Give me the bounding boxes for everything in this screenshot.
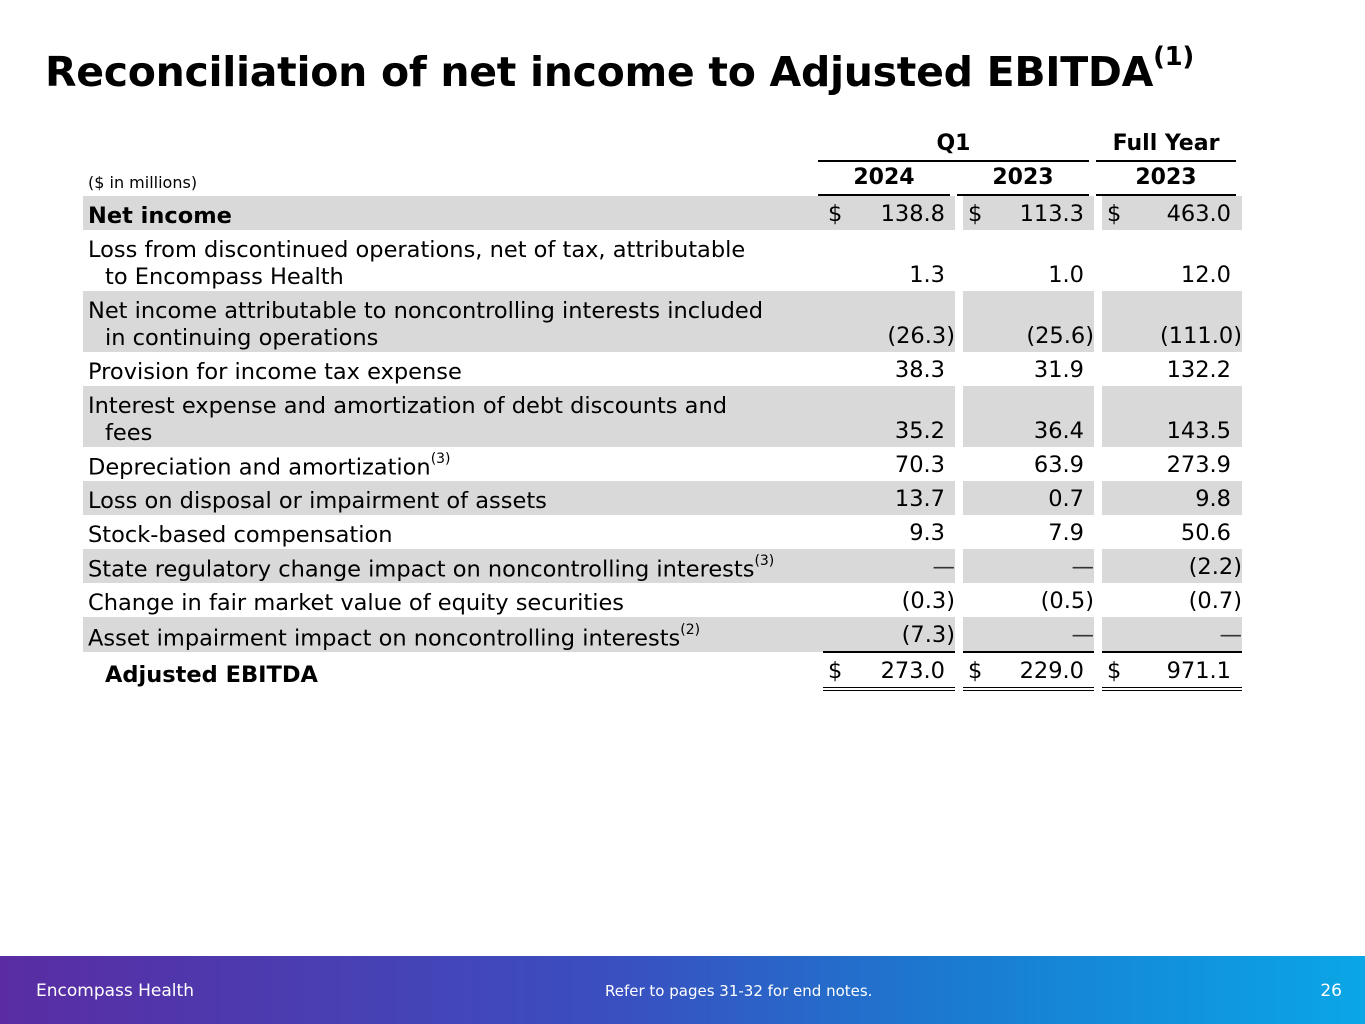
cell-2024 [823,549,955,583]
title-text: Reconciliation of net income to Adjusted EBITDA [45,48,1154,96]
row-label [83,230,823,291]
cell-2024 [823,481,955,515]
row-label [83,386,823,447]
cell-2023-q1 [963,481,1094,515]
cell-2023-q1 [963,447,1094,481]
row-label-line1: Interest expense and amortization of debt discounts and [88,393,728,419]
row-label [83,291,823,352]
table-row [83,291,1242,352]
row-label: Stock-based compensation [88,522,393,548]
table-row-total [83,652,1242,689]
row-label-text: Adjusted EBITDA [105,662,318,688]
units-label: ($ in millions) [88,173,198,192]
page-title [45,42,1195,96]
cell-value: 63.9 [1033,452,1084,478]
header-full-year-underline [1096,160,1236,162]
dollar-sign: $ [828,658,843,684]
table-row [83,386,1242,447]
cell-value: 971.1 [1166,658,1231,684]
cell-2023-fy [1102,583,1242,617]
cell-value: 138.8 [880,201,945,227]
cell-2023-fy [1102,291,1242,352]
cell-2023-fy [1102,652,1242,689]
cell-value: (0.7) [1188,588,1242,614]
cell-value: (2.2) [1188,554,1242,580]
cell-2023-fy [1102,196,1242,230]
cell-value: (111.0) [1160,323,1242,349]
cell-value: 1.3 [909,262,945,288]
cell-value: (26.3) [887,323,955,349]
cell-2023-q1 [963,617,1094,652]
page-number: 26 [1320,981,1342,1001]
title-footnote: (1) [1153,42,1195,73]
row-label-line1: Net income attributable to noncontrolling interests included [88,298,764,324]
cell-value: 35.2 [894,418,945,444]
cell-value: (0.3) [901,588,955,614]
table-row [83,447,1242,481]
cell-value: (7.3) [901,622,955,648]
header-q1-underline [818,160,1089,162]
row-label-text: Asset impairment impact on noncontrolling interests [88,625,681,651]
cell-2023-fy [1102,515,1242,549]
cell-value: — [1071,622,1094,648]
cell-value: 132.2 [1166,357,1231,383]
cell-value: 36.4 [1033,418,1084,444]
cell-2023-fy [1102,481,1242,515]
cell-value: (25.6) [1026,323,1094,349]
row-footnote: (3) [430,450,451,467]
row-label-line2: to Encompass Health [105,264,344,290]
dollar-sign: $ [828,201,843,227]
cell-value: 12.0 [1180,262,1231,288]
header-full-year: Full Year [1112,131,1220,156]
row-footnote: (3) [754,552,775,569]
cell-value: 9.3 [909,520,945,546]
table-row [83,549,1242,583]
row-footnote: (2) [680,621,701,638]
footer-brand: Encompass Health [36,981,194,1001]
cell-value: 7.9 [1048,520,1084,546]
cell-2024 [823,291,955,352]
row-label [83,549,823,583]
dollar-sign: $ [1107,658,1122,684]
row-label: Provision for income tax expense [88,359,462,385]
row-label [83,617,823,652]
table-row [83,617,1242,652]
cell-2024 [823,617,955,652]
cell-value: 70.3 [894,452,945,478]
cell-2024 [823,447,955,481]
row-label [83,447,823,481]
cell-2023-fy [1102,386,1242,447]
cell-2024 [823,352,955,386]
cell-value: 9.8 [1195,486,1231,512]
reconciliation-table [83,196,1242,691]
cell-value: 113.3 [1019,201,1084,227]
dollar-sign: $ [968,658,983,684]
cell-2023-q1 [963,515,1094,549]
row-label-line2: in continuing operations [105,325,379,351]
cell-value: 1.0 [1048,262,1084,288]
cell-2023-fy [1102,549,1242,583]
table-row [83,196,1242,230]
footer-note: Refer to pages 31-32 for end notes. [605,982,873,1000]
cell-value: 273.0 [880,658,945,684]
cell-2024 [823,515,955,549]
cell-value: 38.3 [894,357,945,383]
row-label-text: State regulatory change impact on noncontrolling interests [88,556,755,582]
row-label: Change in fair market value of equity securities [88,590,625,616]
table-row [83,583,1242,617]
cell-value: 273.9 [1166,452,1231,478]
row-label: Net income [83,196,823,230]
table-row [83,515,1242,549]
cell-2023-q1 [963,549,1094,583]
header-col-2023-fy: 2023 [1135,165,1197,190]
footer-bar [0,956,1365,1024]
dollar-sign: $ [1107,201,1122,227]
cell-value: 229.0 [1019,658,1084,684]
row-label-line2: fees [105,420,153,446]
cell-value: — [1071,554,1094,580]
cell-2023-fy [1102,230,1242,291]
cell-value: — [1219,622,1242,648]
dollar-sign: $ [968,201,983,227]
cell-value: 31.9 [1033,357,1084,383]
table-row [83,352,1242,386]
row-label [83,652,823,689]
cell-value: 143.5 [1166,418,1231,444]
row-label-text: Depreciation and amortization [88,454,431,480]
header-col-2024: 2024 [853,165,915,190]
cell-2023-q1 [963,196,1094,230]
cell-2023-q1 [963,230,1094,291]
cell-2023-fy [1102,617,1242,652]
cell-value: 463.0 [1166,201,1231,227]
cell-2024 [823,386,955,447]
cell-2023-fy [1102,352,1242,386]
table-row [83,481,1242,515]
cell-2024 [823,230,955,291]
table-row [83,230,1242,291]
header-col-2023-q1: 2023 [992,165,1054,190]
cell-2023-fy [1102,447,1242,481]
cell-2023-q1 [963,652,1094,689]
cell-value: 0.7 [1048,486,1084,512]
cell-value: 50.6 [1180,520,1231,546]
cell-value: — [932,554,955,580]
cell-2023-q1 [963,352,1094,386]
cell-value: (0.5) [1040,588,1094,614]
cell-2023-q1 [963,291,1094,352]
cell-2024 [823,652,955,689]
cell-2024 [823,196,955,230]
cell-2024 [823,583,955,617]
header-q1: Q1 [936,131,971,156]
row-label-line1: Loss from discontinued operations, net of tax, attributable [88,237,746,263]
row-label: Loss on disposal or impairment of assets [83,481,823,515]
cell-2023-q1 [963,583,1094,617]
cell-2023-q1 [963,386,1094,447]
cell-value: 13.7 [894,486,945,512]
